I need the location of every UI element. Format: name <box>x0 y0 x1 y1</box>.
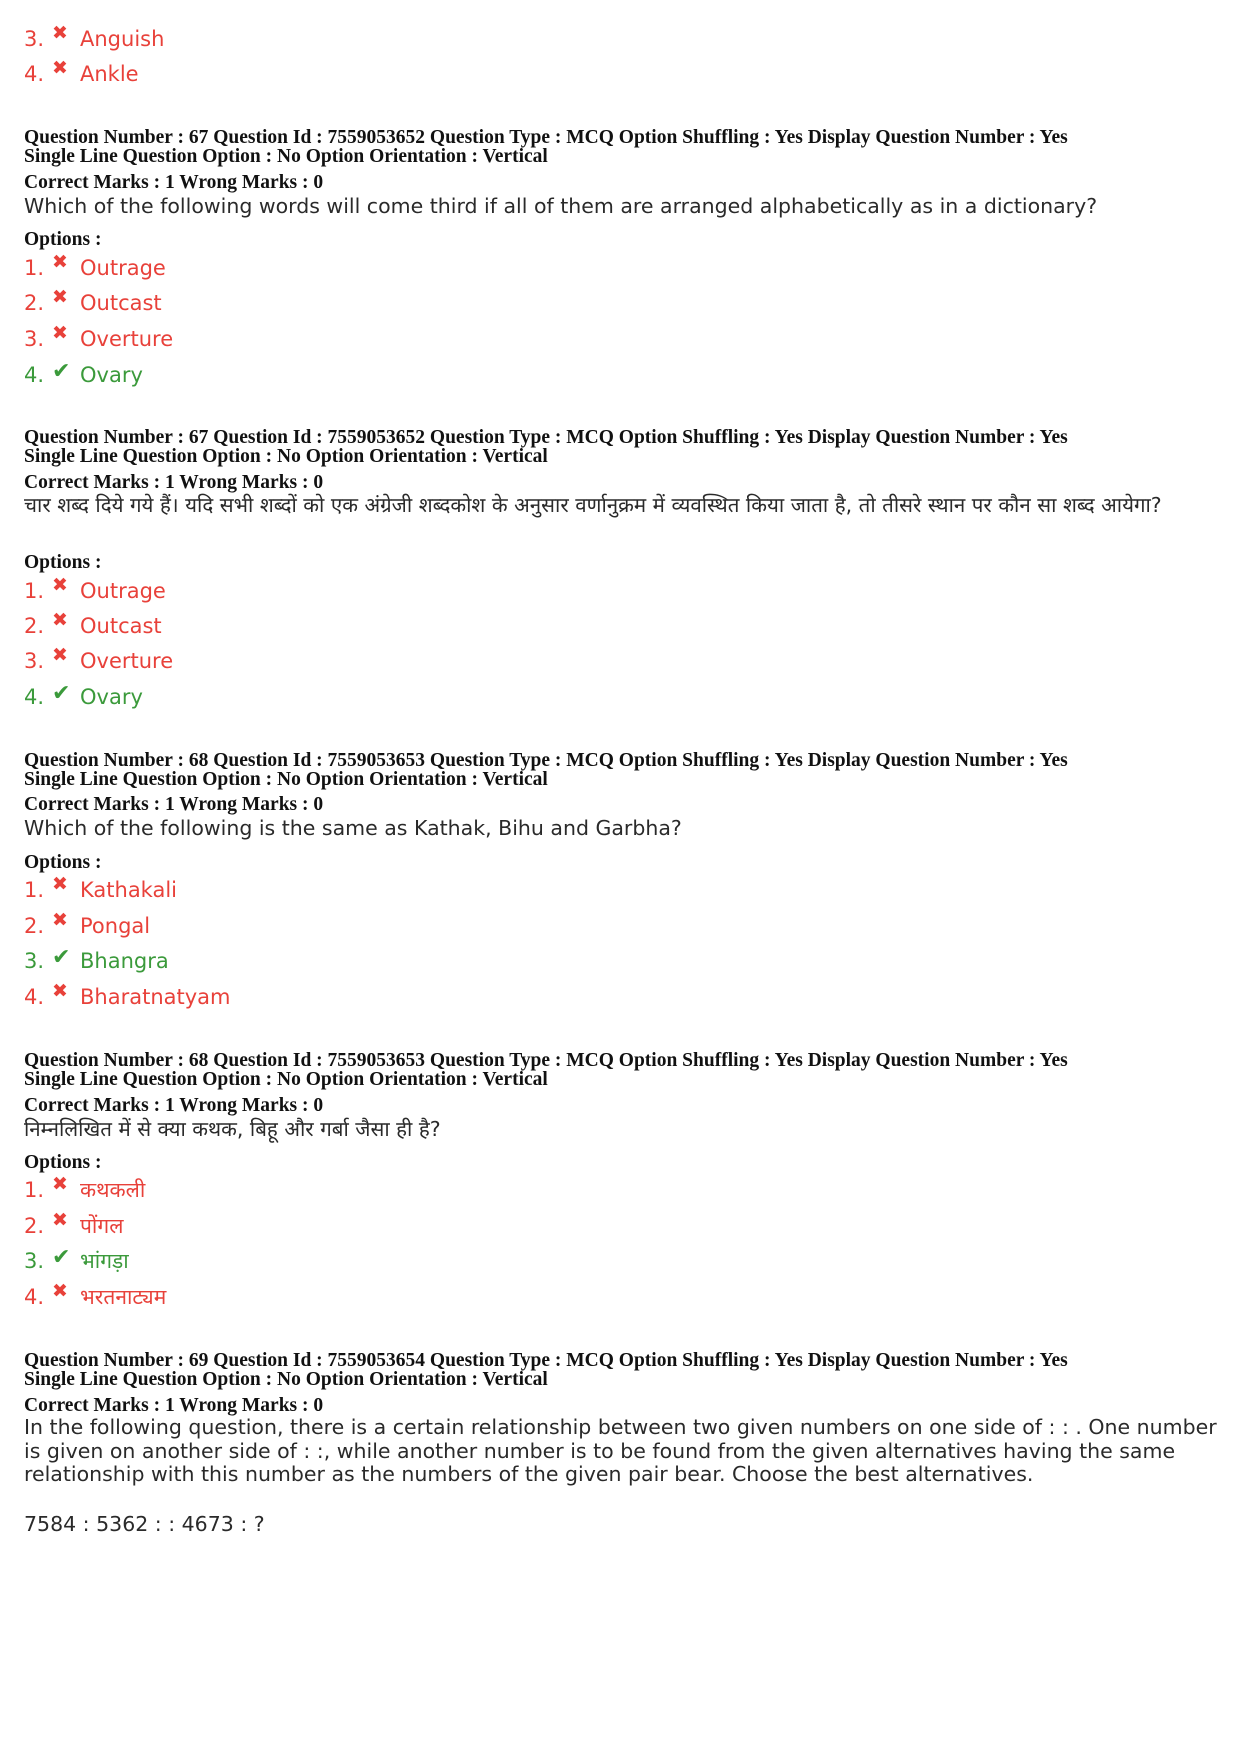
option-text: भांगड़ा <box>80 1249 129 1273</box>
option-number: 2. <box>24 914 45 938</box>
question-text: निम्नलिखित में से क्या कथक, बिहू और गर्बा जैसा ही है? <box>24 1117 441 1141</box>
option-text: Bharatnatyam <box>80 985 231 1009</box>
question-text: Which of the following is the same as Kathak, Bihu and Garbha? <box>24 816 682 840</box>
number-ratio: 7584 : 5362 : : 4673 : ? <box>24 1512 265 1536</box>
options-label: Options : <box>24 1152 102 1173</box>
question-marks: Correct Marks : 1 Wrong Marks : 0 <box>24 472 324 493</box>
check-icon: ✔ <box>52 1244 71 1270</box>
option-text: Ovary <box>80 685 143 709</box>
option-row <box>24 251 166 285</box>
option-row <box>24 873 177 907</box>
cross-icon: ✖ <box>52 322 68 344</box>
option-row <box>24 574 166 608</box>
option-row <box>24 358 143 392</box>
check-icon: ✔ <box>52 680 71 706</box>
question-meta-line2: Single Line Question Option : No Option Orientation : Vertical <box>24 146 548 167</box>
options-label: Options : <box>24 229 102 250</box>
question-meta-line2: Single Line Question Option : No Option Orientation : Vertical <box>24 1369 548 1390</box>
option-row <box>24 322 173 356</box>
option-row <box>24 944 169 978</box>
check-icon: ✔ <box>52 944 71 970</box>
option-text: भरतनाट्यम <box>80 1285 167 1309</box>
option-text: Overture <box>80 649 174 673</box>
cross-icon: ✖ <box>52 1173 68 1195</box>
question-text: In the following question, there is a certain relationship between two given numbers on one side of : : . One number is given on another side of : :, while another number is to be found from the given alternatives having the same relationship with this number as the numbers of the given pair bear. Choose the best alternatives. <box>24 1415 1217 1486</box>
option-text: Outcast <box>80 614 162 638</box>
option-row <box>24 909 150 943</box>
cross-icon: ✖ <box>52 980 68 1002</box>
option-number: 4. <box>24 985 45 1009</box>
option-text: Outcast <box>80 291 162 315</box>
option-row <box>24 286 162 320</box>
question-meta-line1: Question Number : 68 Question Id : 7559053653 Question Type : MCQ Option Shuffling : Yes Display Question Number : Yes <box>24 750 1068 771</box>
option-number: 3. <box>24 327 45 351</box>
options-label: Options : <box>24 552 102 573</box>
option-number: 2. <box>24 614 45 638</box>
question-marks: Correct Marks : 1 Wrong Marks : 0 <box>24 1395 324 1416</box>
option-number: 1. <box>24 256 45 280</box>
option-row <box>24 22 164 56</box>
option-row <box>24 57 139 91</box>
option-text: Ankle <box>80 62 139 86</box>
option-row <box>24 644 173 678</box>
cross-icon: ✖ <box>52 286 68 308</box>
option-number: 3. <box>24 949 45 973</box>
question-meta-line2: Single Line Question Option : No Option Orientation : Vertical <box>24 446 548 467</box>
option-row <box>24 1244 129 1278</box>
cross-icon: ✖ <box>52 251 68 273</box>
options-label: Options : <box>24 852 102 873</box>
question-meta-line1: Question Number : 67 Question Id : 7559053652 Question Type : MCQ Option Shuffling : Yes Display Question Number : Yes <box>24 427 1068 448</box>
option-text: Pongal <box>80 914 151 938</box>
question-marks: Correct Marks : 1 Wrong Marks : 0 <box>24 172 324 193</box>
option-text: Bhangra <box>80 949 169 973</box>
option-text: कथकली <box>80 1178 146 1202</box>
cross-icon: ✖ <box>52 57 68 79</box>
question-meta-line2: Single Line Question Option : No Option Orientation : Vertical <box>24 769 548 790</box>
question-meta-line1: Question Number : 67 Question Id : 7559053652 Question Type : MCQ Option Shuffling : Yes Display Question Number : Yes <box>24 127 1068 148</box>
option-number: 2. <box>24 1214 45 1238</box>
option-number: 4. <box>24 62 45 86</box>
option-number: 3. <box>24 649 45 673</box>
cross-icon: ✖ <box>52 644 68 666</box>
cross-icon: ✖ <box>52 609 68 631</box>
option-text: Overture <box>80 327 174 351</box>
option-row <box>24 680 143 714</box>
option-number: 4. <box>24 363 45 387</box>
cross-icon: ✖ <box>52 1280 68 1302</box>
option-row <box>24 1209 123 1243</box>
option-number: 3. <box>24 1249 45 1273</box>
option-number: 1. <box>24 1178 45 1202</box>
cross-icon: ✖ <box>52 22 68 44</box>
option-number: 1. <box>24 579 45 603</box>
option-row <box>24 609 162 643</box>
option-number: 4. <box>24 1285 45 1309</box>
cross-icon: ✖ <box>52 909 68 931</box>
option-number: 2. <box>24 291 45 315</box>
option-text: पोंगल <box>80 1214 124 1238</box>
option-text: Kathakali <box>80 878 178 902</box>
check-icon: ✔ <box>52 358 71 384</box>
question-text: Which of the following words will come third if all of them are arranged alphabetically as in a dictionary? <box>24 194 1098 218</box>
option-number: 4. <box>24 685 45 709</box>
option-number: 3. <box>24 27 45 51</box>
option-text: Outrage <box>80 256 166 280</box>
question-marks: Correct Marks : 1 Wrong Marks : 0 <box>24 1095 324 1116</box>
question-meta-line1: Question Number : 69 Question Id : 7559053654 Question Type : MCQ Option Shuffling : Yes Display Question Number : Yes <box>24 1350 1068 1371</box>
cross-icon: ✖ <box>52 574 68 596</box>
cross-icon: ✖ <box>52 873 68 895</box>
option-text: Anguish <box>80 27 165 51</box>
cross-icon: ✖ <box>52 1209 68 1231</box>
option-row <box>24 1173 145 1207</box>
option-text: Ovary <box>80 363 143 387</box>
question-meta-line2: Single Line Question Option : No Option Orientation : Vertical <box>24 1069 548 1090</box>
question-marks: Correct Marks : 1 Wrong Marks : 0 <box>24 794 324 815</box>
option-row <box>24 980 231 1014</box>
option-text: Outrage <box>80 579 166 603</box>
question-meta-line1: Question Number : 68 Question Id : 7559053653 Question Type : MCQ Option Shuffling : Yes Display Question Number : Yes <box>24 1050 1068 1071</box>
option-number: 1. <box>24 878 45 902</box>
question-text: चार शब्द दिये गये हैं। यदि सभी शब्दों को एक अंग्रेजी शब्दकोश के अनुसार वर्णानुक्रम में व्यवस्थित किया जाता है, तो तीसरे स्थान पर कौन सा शब्द आयेगा? <box>24 493 1162 517</box>
option-row <box>24 1280 166 1314</box>
